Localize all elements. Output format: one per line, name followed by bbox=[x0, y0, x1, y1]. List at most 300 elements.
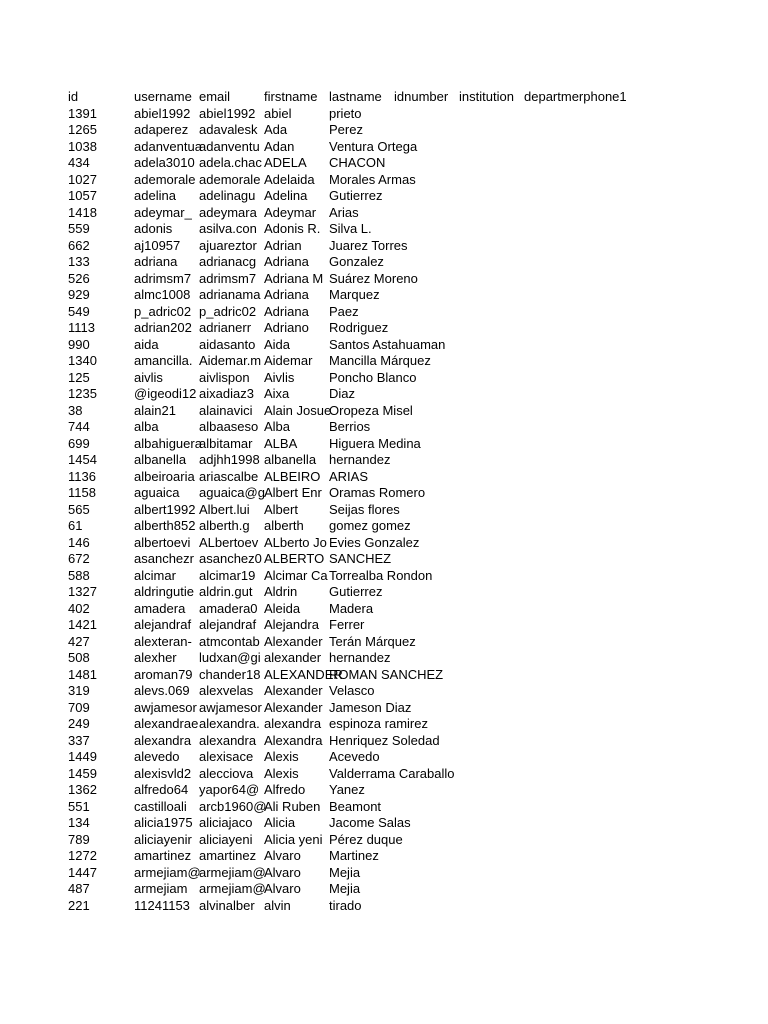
username-cell: alicia1975 bbox=[134, 815, 193, 830]
id-cell: 1447 bbox=[68, 864, 97, 880]
firstname-cell: Adriana M bbox=[264, 270, 324, 286]
firstname-cell: alvin bbox=[264, 897, 291, 913]
firstname-cell: Alexander bbox=[264, 699, 323, 715]
lastname-cell: Gonzalez bbox=[329, 254, 384, 269]
lastname-cell: Acevedo bbox=[329, 749, 380, 764]
id-cell: 434 bbox=[68, 155, 90, 170]
table-row bbox=[68, 254, 748, 271]
email-cell: armejiam@ bbox=[199, 881, 266, 896]
firstname-cell: ADELA bbox=[264, 155, 307, 170]
email-cell: amadera0 bbox=[199, 600, 258, 616]
lastname-cell: Poncho Blanco bbox=[329, 369, 417, 385]
email-cell: aidasanto bbox=[199, 336, 256, 352]
firstname-cell: albanella bbox=[264, 452, 317, 467]
lastname-cell: Oropeza Misel bbox=[329, 402, 413, 418]
lastname-cell: Gutierrez bbox=[329, 584, 383, 599]
email-cell: adeymara bbox=[199, 204, 257, 220]
id-cell: 402 bbox=[68, 600, 90, 616]
lastname-cell: Berrios bbox=[329, 419, 371, 434]
id-cell: 1421 bbox=[68, 617, 97, 632]
lastname-cell: Beamont bbox=[329, 798, 382, 814]
header-idnumber: idnumber bbox=[394, 89, 449, 104]
lastname-cell: gomez gomez bbox=[329, 518, 411, 533]
username-cell: albanella bbox=[134, 452, 187, 467]
id-cell: 61 bbox=[68, 518, 83, 533]
username-cell: ademorale bbox=[134, 171, 196, 187]
firstname-cell: alberth bbox=[264, 518, 304, 533]
lastname-cell: Perez bbox=[329, 122, 363, 137]
table-row bbox=[68, 287, 748, 304]
table-row bbox=[68, 436, 748, 453]
id-cell: 744 bbox=[68, 419, 90, 434]
email-cell: ademorale bbox=[199, 171, 261, 187]
username-cell: aguaica bbox=[134, 485, 180, 500]
username-cell: adanventua bbox=[134, 138, 202, 154]
id-cell: 38 bbox=[68, 402, 83, 418]
header-username: username bbox=[134, 89, 192, 104]
id-cell: 1454 bbox=[68, 452, 97, 467]
table-row bbox=[68, 535, 748, 552]
firstname-cell: Alain Josue bbox=[264, 402, 332, 418]
username-cell: albeiroaria bbox=[134, 468, 195, 484]
firstname-cell: ALBA bbox=[264, 435, 298, 451]
firstname-cell: Aidemar bbox=[264, 353, 313, 368]
email-cell: alberth.g bbox=[199, 518, 250, 533]
table-row bbox=[68, 865, 748, 882]
table-row bbox=[68, 898, 748, 915]
id-cell: 565 bbox=[68, 501, 90, 517]
id-cell: 929 bbox=[68, 287, 90, 302]
email-cell: Albert.lui bbox=[199, 501, 250, 517]
id-cell: 588 bbox=[68, 567, 90, 583]
lastname-cell: Marquez bbox=[329, 287, 380, 302]
lastname-cell: ARIAS bbox=[329, 468, 369, 484]
username-cell: albahiguera bbox=[134, 435, 202, 451]
username-cell: p_adric02 bbox=[134, 303, 192, 319]
firstname-cell: Ali Ruben bbox=[264, 798, 321, 814]
lastname-cell: prieto bbox=[329, 105, 362, 121]
table-row bbox=[68, 683, 748, 700]
firstname-cell: Alvaro bbox=[264, 864, 301, 880]
table-row bbox=[68, 881, 748, 898]
firstname-cell: ALBERTO bbox=[264, 551, 325, 566]
table-row bbox=[68, 617, 748, 634]
id-cell: 337 bbox=[68, 732, 90, 748]
table-row bbox=[68, 766, 748, 783]
username-cell: aroman79 bbox=[134, 666, 193, 682]
table-row bbox=[68, 502, 748, 519]
email-cell: alecciova bbox=[199, 765, 254, 781]
firstname-cell: Alexis bbox=[264, 749, 299, 764]
email-cell: aixadiaz3 bbox=[199, 386, 254, 401]
email-cell: ariascalbe bbox=[199, 468, 259, 484]
firstname-cell: Adonis R. bbox=[264, 221, 321, 236]
id-cell: 427 bbox=[68, 633, 90, 649]
username-cell: almc1008 bbox=[134, 287, 191, 302]
id-cell: 789 bbox=[68, 831, 90, 847]
email-cell: abiel1992 bbox=[199, 105, 256, 121]
firstname-cell: alexandra bbox=[264, 716, 322, 731]
id-cell: 709 bbox=[68, 699, 90, 715]
table-row bbox=[68, 700, 748, 717]
firstname-cell: Adelaida bbox=[264, 171, 315, 187]
id-cell: 1418 bbox=[68, 204, 97, 220]
lastname-cell: ROMAN SANCHEZ bbox=[329, 666, 444, 682]
username-cell: alexandrae bbox=[134, 716, 199, 731]
lastname-cell: hernandez bbox=[329, 452, 391, 467]
header-lastname: lastname bbox=[329, 89, 382, 104]
table-row bbox=[68, 320, 748, 337]
email-cell: albaaseso bbox=[199, 419, 259, 434]
username-cell: alfredo64 bbox=[134, 782, 189, 797]
username-cell: amancilla. bbox=[134, 353, 193, 368]
lastname-cell: Martinez bbox=[329, 848, 379, 863]
header-firstname: firstname bbox=[264, 89, 318, 104]
id-cell: 249 bbox=[68, 716, 90, 731]
table-row bbox=[68, 403, 748, 420]
firstname-cell: Alexander bbox=[264, 683, 323, 698]
lastname-cell: Higuera Medina bbox=[329, 435, 421, 451]
firstname-cell: ALberto Jo bbox=[264, 534, 327, 550]
id-cell: 1158 bbox=[68, 485, 96, 500]
id-cell: 559 bbox=[68, 221, 90, 236]
id-cell: 1391 bbox=[68, 105, 97, 121]
username-cell: asanchezr bbox=[134, 551, 194, 566]
email-cell: asanchez0 bbox=[199, 551, 262, 566]
firstname-cell: Alcimar Ca bbox=[264, 567, 328, 583]
lastname-cell: Henriquez Soledad bbox=[329, 732, 440, 748]
id-cell: 1235 bbox=[68, 386, 97, 401]
email-cell: amartinez bbox=[199, 848, 257, 863]
header-email: email bbox=[199, 89, 231, 104]
table-row bbox=[68, 485, 748, 502]
header-department-phone1: departmerphone1 bbox=[524, 89, 627, 104]
id-cell: 1449 bbox=[68, 749, 97, 764]
id-cell: 146 bbox=[68, 534, 90, 550]
firstname-cell: Adriana bbox=[264, 254, 309, 269]
id-cell: 699 bbox=[68, 435, 90, 451]
email-cell: adela.chac bbox=[199, 155, 262, 170]
table-row bbox=[68, 799, 748, 816]
lastname-cell: Yanez bbox=[329, 782, 365, 797]
email-cell: p_adric02 bbox=[199, 303, 257, 319]
lastname-cell: tirado bbox=[329, 897, 362, 913]
username-cell: amartinez bbox=[134, 848, 192, 863]
id-cell: 549 bbox=[68, 303, 90, 319]
table-row bbox=[68, 172, 748, 189]
lastname-cell: CHACON bbox=[329, 155, 386, 170]
email-cell: albitamar bbox=[199, 435, 253, 451]
firstname-cell: Alicia bbox=[264, 815, 296, 830]
firstname-cell: Adelina bbox=[264, 188, 308, 203]
username-cell: albert1992 bbox=[134, 501, 196, 517]
lastname-cell: Suárez Moreno bbox=[329, 270, 418, 286]
email-cell: alvinalber bbox=[199, 897, 255, 913]
firstname-cell: Alfredo bbox=[264, 782, 306, 797]
lastname-cell: Paez bbox=[329, 303, 359, 319]
table-row bbox=[68, 667, 748, 684]
email-cell: ludxan@gi bbox=[199, 650, 261, 665]
lastname-cell: Arias bbox=[329, 204, 359, 220]
id-cell: 1038 bbox=[68, 138, 97, 154]
id-cell: 508 bbox=[68, 650, 90, 665]
firstname-cell: ALBEIRO bbox=[264, 468, 321, 484]
lastname-cell: Oramas Romero bbox=[329, 485, 426, 500]
email-cell: alainavici bbox=[199, 402, 253, 418]
lastname-cell: Ventura Ortega bbox=[329, 138, 418, 154]
email-cell: adrianerr bbox=[199, 320, 252, 335]
lastname-cell: Mejia bbox=[329, 864, 361, 880]
table-row bbox=[68, 832, 748, 849]
email-cell: atmcontab bbox=[199, 633, 260, 649]
email-cell: alcimar19 bbox=[199, 567, 256, 583]
lastname-cell: Terán Márquez bbox=[329, 633, 416, 649]
id-cell: 551 bbox=[68, 798, 90, 814]
spreadsheet-table bbox=[68, 89, 748, 914]
firstname-cell: Alexis bbox=[264, 765, 299, 781]
id-cell: 1057 bbox=[68, 188, 97, 203]
email-cell: chander18 bbox=[199, 666, 261, 682]
email-cell: alexisace bbox=[199, 749, 254, 764]
id-cell: 487 bbox=[68, 881, 90, 896]
email-cell: adelinagu bbox=[199, 188, 256, 203]
header-id: id bbox=[68, 89, 79, 104]
id-cell: 1272 bbox=[68, 848, 97, 863]
firstname-cell: abiel bbox=[264, 105, 292, 121]
username-cell: alevs.069 bbox=[134, 683, 190, 698]
email-cell: aldrin.gut bbox=[199, 584, 253, 599]
id-cell: 319 bbox=[68, 683, 90, 698]
table-row bbox=[68, 518, 748, 535]
email-cell: adjhh1998 bbox=[199, 452, 260, 467]
table-row bbox=[68, 716, 748, 733]
email-cell: ajuareztor bbox=[199, 237, 257, 253]
username-cell: adriana bbox=[134, 254, 178, 269]
lastname-cell: Mancilla Márquez bbox=[329, 353, 431, 368]
username-cell: alejandraf bbox=[134, 617, 192, 632]
username-cell: armejiam@ bbox=[134, 864, 201, 880]
firstname-cell: Alexander bbox=[264, 633, 323, 649]
lastname-cell: Madera bbox=[329, 600, 374, 616]
firstname-cell: ALEXANDER bbox=[264, 666, 343, 682]
username-cell: alexteran- bbox=[134, 633, 192, 649]
username-cell: aivlis bbox=[134, 369, 163, 385]
username-cell: 11241153 bbox=[134, 897, 190, 913]
table-row bbox=[68, 370, 748, 387]
email-cell: awjamesor bbox=[199, 699, 262, 715]
table-row bbox=[68, 139, 748, 156]
id-cell: 1340 bbox=[68, 353, 97, 368]
firstname-cell: Albert Enr bbox=[264, 485, 322, 500]
lastname-cell: Torrealba Rondon bbox=[329, 567, 433, 583]
email-cell: adanventu bbox=[199, 138, 260, 154]
email-cell: aivlispon bbox=[199, 369, 250, 385]
id-cell: 1362 bbox=[68, 782, 97, 797]
lastname-cell: SANCHEZ bbox=[329, 551, 392, 566]
id-cell: 125 bbox=[68, 369, 90, 385]
table-row bbox=[68, 155, 748, 172]
id-cell: 1113 bbox=[68, 320, 95, 335]
firstname-cell: Ada bbox=[264, 122, 288, 137]
table-row bbox=[68, 122, 748, 139]
lastname-cell: Evies Gonzalez bbox=[329, 534, 420, 550]
id-cell: 221 bbox=[68, 897, 90, 913]
lastname-cell: Mejia bbox=[329, 881, 361, 896]
lastname-cell: Juarez Torres bbox=[329, 237, 408, 253]
lastname-cell: Diaz bbox=[329, 386, 356, 401]
email-cell: alexandra bbox=[199, 732, 257, 748]
email-cell: aliciayeni bbox=[199, 831, 253, 847]
id-cell: 1027 bbox=[68, 171, 97, 187]
username-cell: albertoevi bbox=[134, 534, 191, 550]
firstname-cell: Alba bbox=[264, 419, 291, 434]
table-row bbox=[68, 601, 748, 618]
username-cell: adelina bbox=[134, 188, 176, 203]
header-institution: institution bbox=[459, 89, 514, 104]
lastname-cell: Valderrama Caraballo bbox=[329, 765, 455, 781]
table-row bbox=[68, 848, 748, 865]
lastname-cell: Velasco bbox=[329, 683, 375, 698]
email-cell: armejiam@ bbox=[199, 864, 266, 880]
table-row bbox=[68, 782, 748, 799]
id-cell: 1459 bbox=[68, 765, 97, 781]
id-cell: 1265 bbox=[68, 122, 97, 137]
email-cell: adrianacg bbox=[199, 254, 257, 269]
table-body bbox=[68, 106, 748, 915]
username-cell: adonis bbox=[134, 221, 173, 236]
table-row bbox=[68, 205, 748, 222]
table-row bbox=[68, 452, 748, 469]
username-cell: amadera bbox=[134, 600, 186, 616]
email-cell: aguaica@g bbox=[199, 485, 265, 500]
username-cell: alba bbox=[134, 419, 159, 434]
username-cell: alberth852 bbox=[134, 518, 196, 533]
username-cell: armejiam bbox=[134, 881, 188, 896]
firstname-cell: Adriano bbox=[264, 320, 309, 335]
username-cell: aida bbox=[134, 336, 159, 352]
lastname-cell: Gutierrez bbox=[329, 188, 383, 203]
table-row bbox=[68, 188, 748, 205]
email-cell: alexvelas bbox=[199, 683, 254, 698]
firstname-cell: Alicia yeni bbox=[264, 831, 323, 847]
firstname-cell: Alvaro bbox=[264, 881, 301, 896]
firstname-cell: Adan bbox=[264, 138, 295, 154]
username-cell: adela3010 bbox=[134, 155, 195, 170]
table-row bbox=[68, 634, 748, 651]
username-cell: aj10957 bbox=[134, 237, 181, 253]
email-cell: aliciajaco bbox=[199, 815, 253, 830]
id-cell: 1327 bbox=[68, 584, 97, 599]
email-cell: ALbertoev bbox=[199, 534, 259, 550]
table-row bbox=[68, 419, 748, 436]
table-row bbox=[68, 568, 748, 585]
firstname-cell: alexander bbox=[264, 650, 322, 665]
id-cell: 134 bbox=[68, 815, 90, 830]
lastname-cell: hernandez bbox=[329, 650, 391, 665]
table-row bbox=[68, 106, 748, 123]
id-cell: 526 bbox=[68, 270, 90, 286]
lastname-cell: Jameson Diaz bbox=[329, 699, 412, 715]
lastname-cell: Ferrer bbox=[329, 617, 365, 632]
firstname-cell: Adeymar bbox=[264, 204, 317, 220]
lastname-cell: Jacome Salas bbox=[329, 815, 411, 830]
table-row bbox=[68, 238, 748, 255]
username-cell: adaperez bbox=[134, 122, 189, 137]
firstname-cell: Aixa bbox=[264, 386, 290, 401]
id-cell: 990 bbox=[68, 336, 90, 352]
username-cell: alain21 bbox=[134, 402, 176, 418]
table-row bbox=[68, 749, 748, 766]
username-cell: adeymar_ bbox=[134, 204, 192, 220]
email-cell: adavalesk bbox=[199, 122, 258, 137]
username-cell: castilloali bbox=[134, 798, 187, 814]
lastname-cell: Silva L. bbox=[329, 221, 372, 236]
id-cell: 1481 bbox=[68, 666, 97, 682]
firstname-cell: Alejandra bbox=[264, 617, 319, 632]
table-row bbox=[68, 584, 748, 601]
table-row bbox=[68, 304, 748, 321]
table-row bbox=[68, 386, 748, 403]
table-row bbox=[68, 353, 748, 370]
firstname-cell: Aldrin bbox=[264, 584, 298, 599]
email-cell: Aidemar.m bbox=[199, 353, 262, 368]
username-cell: alexandra bbox=[134, 732, 192, 748]
lastname-cell: Pérez duque bbox=[329, 831, 403, 847]
firstname-cell: Albert bbox=[264, 501, 298, 517]
firstname-cell: Aivlis bbox=[264, 369, 295, 385]
firstname-cell: Adrian bbox=[264, 237, 302, 253]
email-cell: adrimsm7 bbox=[199, 270, 257, 286]
username-cell: alexisvld2 bbox=[134, 765, 192, 781]
username-cell: awjamesor bbox=[134, 699, 197, 715]
header-row bbox=[68, 89, 748, 106]
lastname-cell: Rodriguez bbox=[329, 320, 389, 335]
lastname-cell: Morales Armas bbox=[329, 171, 416, 187]
id-cell: 662 bbox=[68, 237, 90, 253]
id-cell: 1136 bbox=[68, 468, 96, 484]
id-cell: 672 bbox=[68, 551, 90, 566]
username-cell: abiel1992 bbox=[134, 105, 191, 121]
firstname-cell: Alvaro bbox=[264, 848, 301, 863]
firstname-cell: Adriana bbox=[264, 303, 309, 319]
email-cell: yapor64@ bbox=[199, 782, 260, 797]
lastname-cell: Santos Astahuaman bbox=[329, 336, 446, 352]
username-cell: aldringutie bbox=[134, 584, 194, 599]
username-cell: aliciayenir bbox=[134, 831, 192, 847]
email-cell: adrianama bbox=[199, 287, 261, 302]
table-row bbox=[68, 337, 748, 354]
table-row bbox=[68, 469, 748, 486]
firstname-cell: Aida bbox=[264, 336, 291, 352]
table-row bbox=[68, 815, 748, 832]
email-cell: alexandra. bbox=[199, 716, 260, 731]
lastname-cell: espinoza ramirez bbox=[329, 716, 428, 731]
table-row bbox=[68, 650, 748, 667]
table-row bbox=[68, 271, 748, 288]
username-cell: alexher bbox=[134, 650, 177, 665]
table-row bbox=[68, 551, 748, 568]
username-cell: alcimar bbox=[134, 567, 176, 583]
table-row bbox=[68, 221, 748, 238]
email-cell: arcb1960@ bbox=[199, 798, 267, 814]
username-cell: adrian202 bbox=[134, 320, 192, 335]
firstname-cell: Alexandra bbox=[264, 732, 323, 748]
table-row bbox=[68, 733, 748, 750]
id-cell: 133 bbox=[68, 254, 90, 269]
username-cell: alevedo bbox=[134, 749, 180, 764]
email-cell: alejandraf bbox=[199, 617, 257, 632]
email-cell: asilva.con bbox=[199, 221, 257, 236]
